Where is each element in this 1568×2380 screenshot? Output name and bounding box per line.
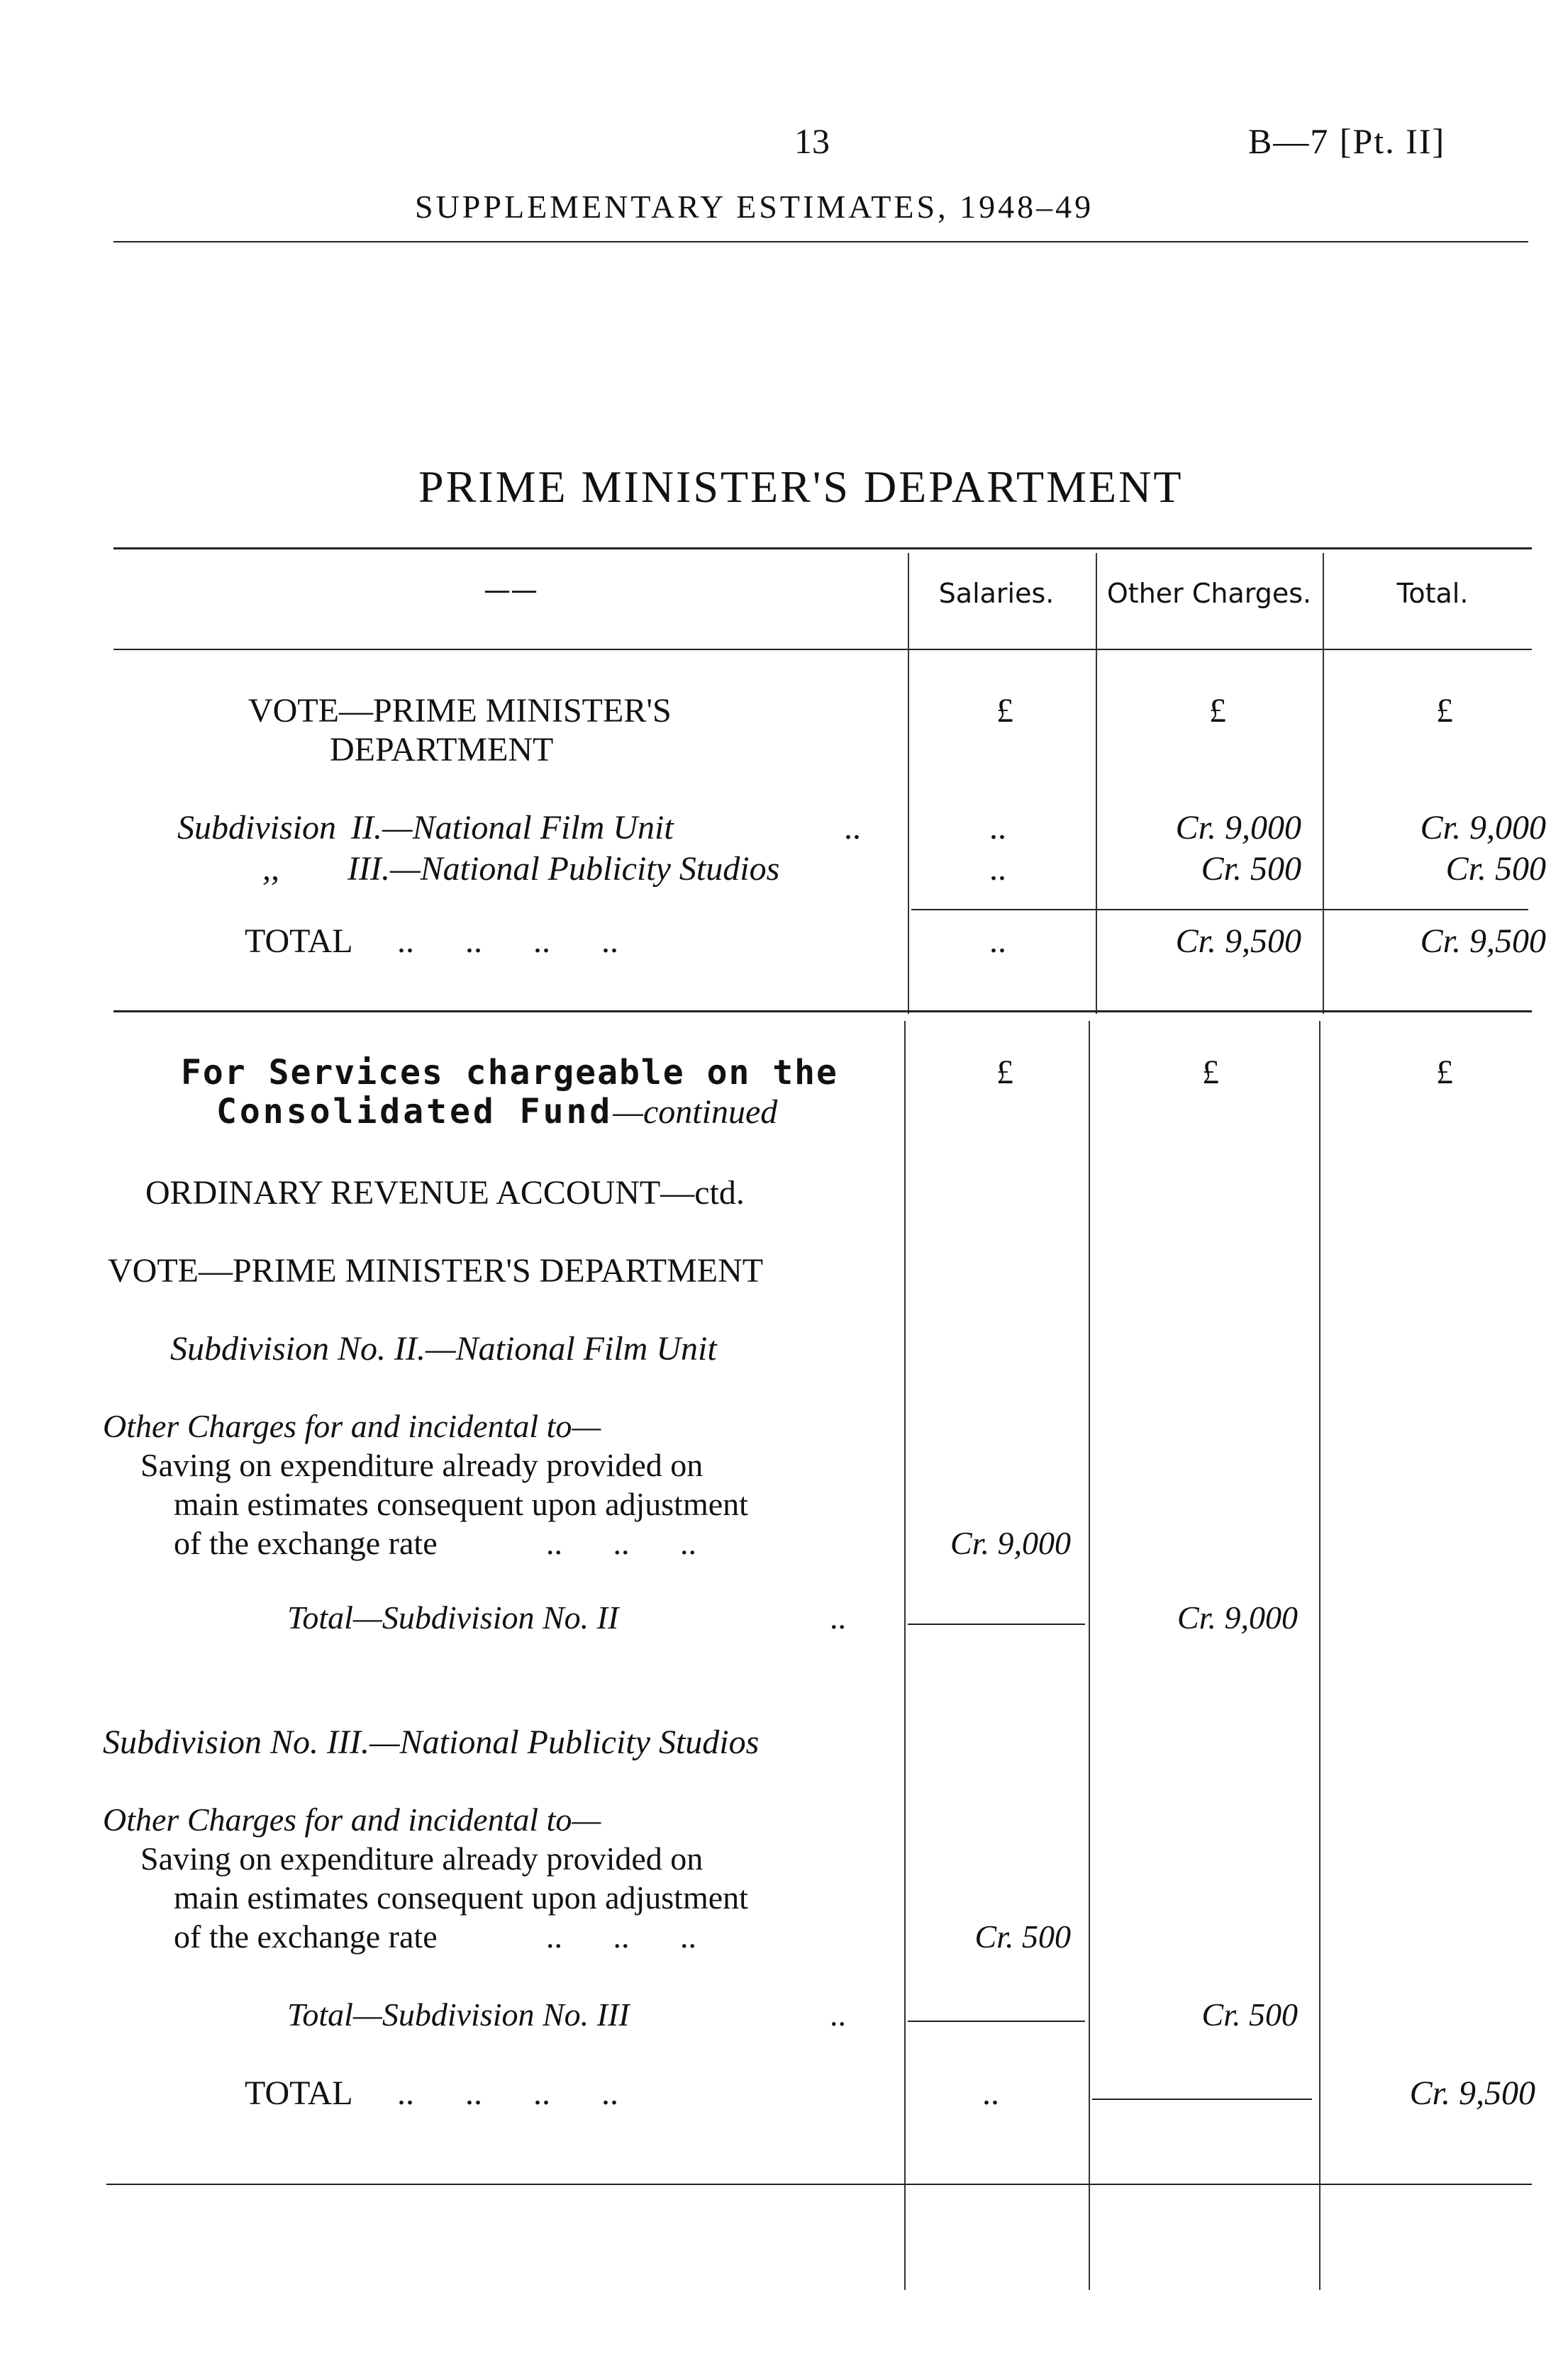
grand-total-total: Cr. 9,500 [1409,2074,1535,2112]
summary-row-sub2-salaries: .. [989,809,1006,847]
summary-vote-line1: VOTE—PRIME MINISTER'S [248,692,672,730]
summary-currency-total: £ [1436,692,1453,730]
sub3-line1: Saving on expenditure already provided on [140,1840,704,1877]
sub2-line3: of the exchange rate [174,1525,438,1561]
detail-col-rule-total-left [1319,1021,1320,2290]
detail-heading-continued: —continued [613,1093,778,1131]
grand-total-label: TOTAL [245,2074,353,2112]
summary-row-sub3-salaries: .. [989,850,1006,888]
sub3-amount-rule [908,2021,1085,2022]
detail-col-rule-other-left [1089,1021,1090,2290]
summary-bottom-rule [113,1010,1532,1012]
paper-reference: B—7 [Pt. II] [1248,121,1446,161]
summary-subtotal-rule [911,909,1528,910]
summary-total-leaders: .. .. .. .. [397,922,618,960]
sub2-title: Subdivision No. II.—National Film Unit [170,1330,717,1368]
sub3-oc-heading: Other Charges for and incidental to— [103,1801,601,1838]
detail-currency-other: £ [1202,1054,1219,1091]
sub3-total-amount: Cr. 500 [1201,1996,1298,2033]
sub3-line3: of the exchange rate [174,1918,438,1955]
summary-currency-other: £ [1209,692,1226,730]
header-salaries: Salaries. [938,578,1055,609]
detail-currency-salaries: £ [996,1054,1013,1091]
header-rule [113,241,1528,242]
summary-currency-salaries: £ [996,692,1013,730]
sub2-line3-leaders: .. .. .. [546,1525,696,1561]
summary-row-sub3-other: Cr. 500 [1201,850,1301,888]
department-title: PRIME MINISTER'S DEPARTMENT [418,462,1184,512]
detail-heading-line2 [216,1092,777,1132]
summary-total-label: TOTAL [245,922,353,960]
table-top-rule [113,547,1532,549]
summary-row-sub2-total: Cr. 9,000 [1420,809,1546,847]
page-bottom-rule [106,2184,1532,2185]
sub2-line2: main estimates consequent upon adjustment [174,1486,748,1522]
sub2-amount: Cr. 9,000 [950,1525,1071,1561]
detail-heading-fund: Consolidated Fund [216,1092,613,1132]
page-number: 13 [794,121,830,161]
header-first-col: —— [484,574,538,605]
sub3-total-leaders: .. [830,1996,846,2033]
detail-account-line: ORDINARY REVENUE ACCOUNT—ctd. [145,1174,745,1212]
grand-total-other-rule [1092,2099,1312,2100]
summary-total-salaries: .. [989,922,1006,960]
sub2-line1: Saving on expenditure already provided on [140,1447,704,1483]
sub2-total-label: Total—Subdivision No. II [287,1599,619,1636]
detail-currency-total: £ [1436,1054,1453,1091]
detail-col-rule-salaries-left [904,1021,906,2290]
grand-total-salaries: .. [982,2074,999,2112]
summary-row-sub3-total: Cr. 500 [1445,850,1546,888]
summary-total-other: Cr. 9,500 [1175,922,1301,960]
header-other-charges: Other Charges. [1106,578,1312,609]
table-header-rule [113,649,1532,650]
summary-total-total: Cr. 9,500 [1420,922,1546,960]
col-rule-salaries-left [908,553,909,1014]
summary-row-sub2-prefix: Subdivision [177,809,336,847]
summary-vote-line2: DEPARTMENT [330,731,554,769]
sub3-amount: Cr. 500 [974,1918,1071,1955]
summary-row-sub3-prefix: ,, [262,850,279,888]
sub3-line2: main estimates consequent upon adjustment [174,1879,748,1916]
detail-heading-line1: For Services chargeable on the [181,1053,838,1093]
sub3-total-label: Total—Subdivision No. III [287,1996,630,2033]
summary-row-sub2-label: II.—National Film Unit [351,809,674,847]
sub2-oc-heading: Other Charges for and incidental to— [103,1408,601,1444]
summary-row-sub2-other: Cr. 9,000 [1175,809,1301,847]
grand-total-leaders: .. .. .. .. [397,2074,618,2112]
sub3-line3-leaders: .. .. .. [546,1918,696,1955]
header-total: Total. [1396,578,1469,609]
detail-vote-line: VOTE—PRIME MINISTER'S DEPARTMENT [108,1252,764,1290]
summary-row-sub3-label: III.—National Publicity Studios [347,850,780,888]
sub2-amount-rule [908,1624,1085,1625]
sub2-total-amount: Cr. 9,000 [1177,1599,1298,1636]
col-rule-other-left [1096,553,1097,1014]
sub2-total-leaders: .. [830,1599,846,1636]
col-rule-total-left [1323,553,1324,1014]
summary-row-sub2-leader: .. [844,809,861,847]
running-title: SUPPLEMENTARY ESTIMATES, 1948–49 [415,189,1094,225]
sub3-title: Subdivision No. III.—National Publicity Studios [103,1723,760,1761]
